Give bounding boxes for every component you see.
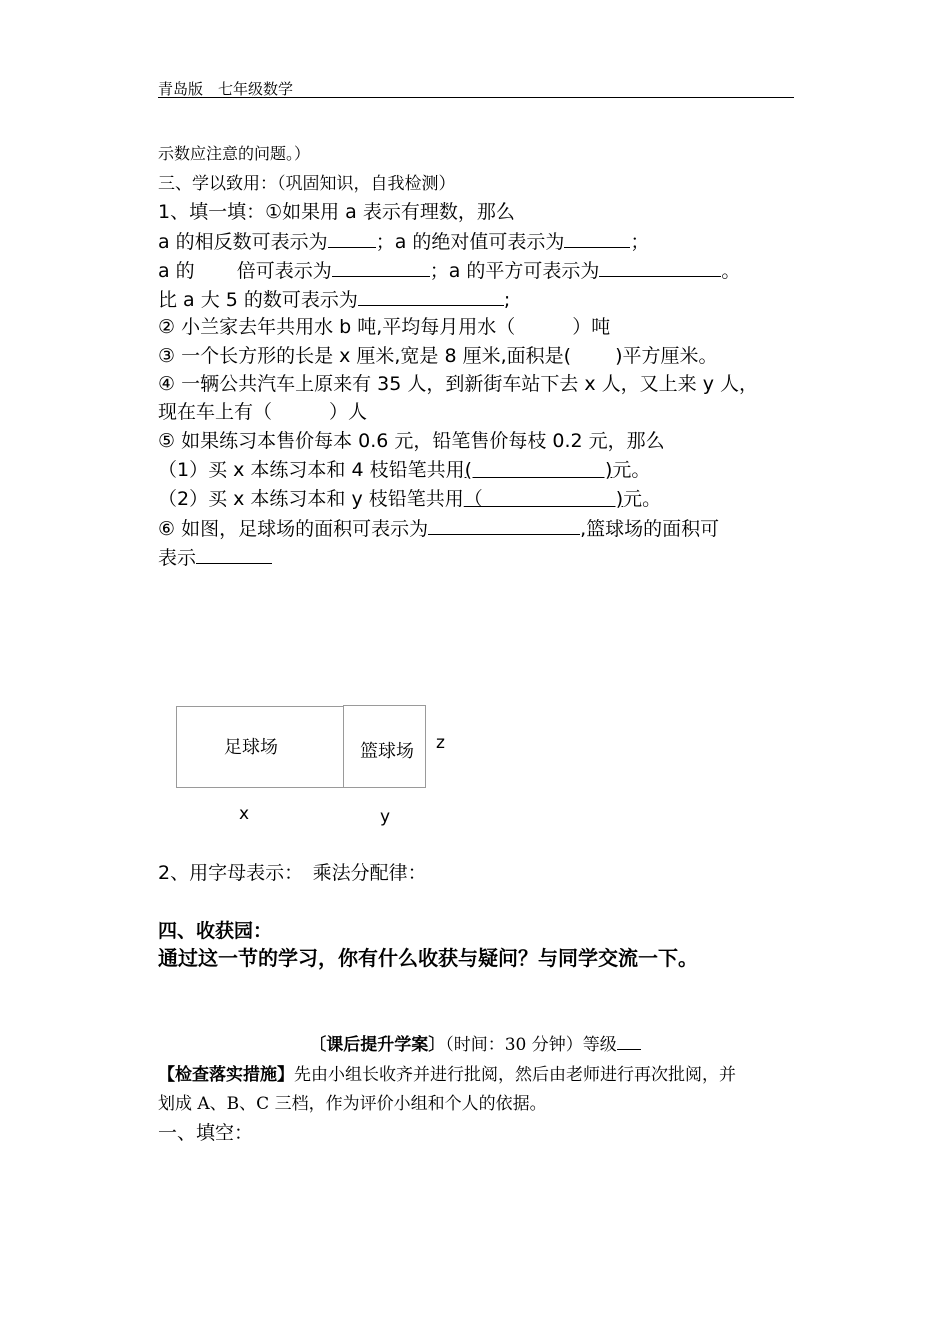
harvest-prompt: 通过这一节的学习，你有什么收获与疑问？与同学交流一下。 xyxy=(158,946,698,970)
check-measures-text: 先由小组长收齐并进行批阅，然后由老师进行再次批阅，并 xyxy=(294,1065,736,1085)
after-class-time: （时间：30 分钟）等级 xyxy=(445,1035,617,1055)
q1-opposite-label: a 的相反数可表示为 xyxy=(158,231,328,253)
q5-2-text: （2）买 x 本练习本和 y 枝铅笔共用 xyxy=(158,488,464,510)
section-4-title: 四、收获园： xyxy=(158,920,273,942)
question-1-line-b xyxy=(158,258,740,283)
q1-greater-label: 比 a 大 5 的数可表示为 xyxy=(158,289,358,311)
q6-basketball-text: ,篮球场的面积可 xyxy=(580,518,720,540)
question-6-line-2 xyxy=(158,545,272,570)
q1-abs-blank xyxy=(564,229,630,248)
header-divider xyxy=(158,97,794,98)
q5-1-blank: ( ) xyxy=(464,459,613,481)
dimension-z: z xyxy=(436,733,445,753)
question-6-line-1 xyxy=(158,516,719,541)
intro-line: 示数应注意的问题。） xyxy=(158,144,311,163)
multiplication-distributive-law: 2、用字母表示： 乘法分配律： xyxy=(158,862,427,884)
q1-b-end: 。 xyxy=(721,260,741,282)
question-5-part-2 xyxy=(158,487,661,511)
q6-football-blank xyxy=(428,516,580,535)
question-2-water: ② 小兰家去年共用水 b 吨,平均每月用水（ ）吨 xyxy=(158,316,611,338)
check-measures-label: 【检查落实措施】 xyxy=(158,1065,294,1085)
fill-in-section-title: 一、填空： xyxy=(158,1122,254,1144)
section-3-title: 三、学以致用：（巩固知识，自我检测） xyxy=(158,174,456,194)
q1-times-label-2: 倍可表示为 xyxy=(236,260,332,282)
dimension-y: y xyxy=(380,807,391,827)
question-1-line-a xyxy=(158,229,649,254)
q1-c-end: ; xyxy=(503,289,511,311)
q5-1-text: （1）买 x 本练习本和 4 枝铅笔共用 xyxy=(158,459,465,481)
dimension-x: x xyxy=(239,804,250,824)
question-5-part-1 xyxy=(158,458,650,482)
question-3-rectangle: ③ 一个长方形的长是 x 厘米,宽是 8 厘米,面积是( )平方厘米。 xyxy=(158,345,718,367)
q5-2-blank: （ ) xyxy=(463,488,624,510)
question-1-line-c xyxy=(158,287,510,312)
page-header: 青岛版 七年级数学 xyxy=(158,80,294,98)
after-class-title-bold: 〔课后提升学案〕 xyxy=(309,1035,446,1055)
grade-blank xyxy=(617,1033,641,1050)
check-measures-line-2: 划成 A、B、C 三档，作为评价小组和个人的依据。 xyxy=(158,1094,547,1114)
q1-square-blank xyxy=(599,258,721,277)
q1-abs-label: ；a 的绝对值可表示为 xyxy=(375,231,565,253)
q1-square-label: ；a 的平方可表示为 xyxy=(429,260,600,282)
question-4-bus-line-1: ④ 一辆公共汽车上原来有 35 人，到新街车站下去 x 人，又上来 y 人， xyxy=(158,373,758,395)
football-field-label: 足球场 xyxy=(224,737,278,758)
q6-football-text: ⑥ 如图，足球场的面积可表示为 xyxy=(158,518,429,540)
q5-2-unit: 元。 xyxy=(623,488,662,510)
q1-times-label: a 的 xyxy=(158,260,195,282)
check-measures-line-1 xyxy=(158,1063,736,1087)
q5-1-unit: 元。 xyxy=(612,459,651,481)
question-5-head: ⑤ 如果练习本售价每本 0.6 元，铅笔售价每枝 0.2 元，那么 xyxy=(158,430,665,452)
q6-basketball-text-2: 表示 xyxy=(158,547,197,569)
q1-greater-blank xyxy=(358,287,504,306)
q1-a-end: ； xyxy=(630,231,650,253)
q1-times-blank xyxy=(332,258,430,277)
q6-basketball-blank xyxy=(196,545,272,564)
q1-opposite-blank xyxy=(328,229,376,248)
after-class-title xyxy=(0,1033,950,1057)
question-1-head: 1、填一填：①如果用 a 表示有理数，那么 xyxy=(158,201,515,223)
basketball-court-label: 篮球场 xyxy=(360,741,414,762)
question-4-bus-line-2: 现在车上有（ ）人 xyxy=(158,401,368,423)
